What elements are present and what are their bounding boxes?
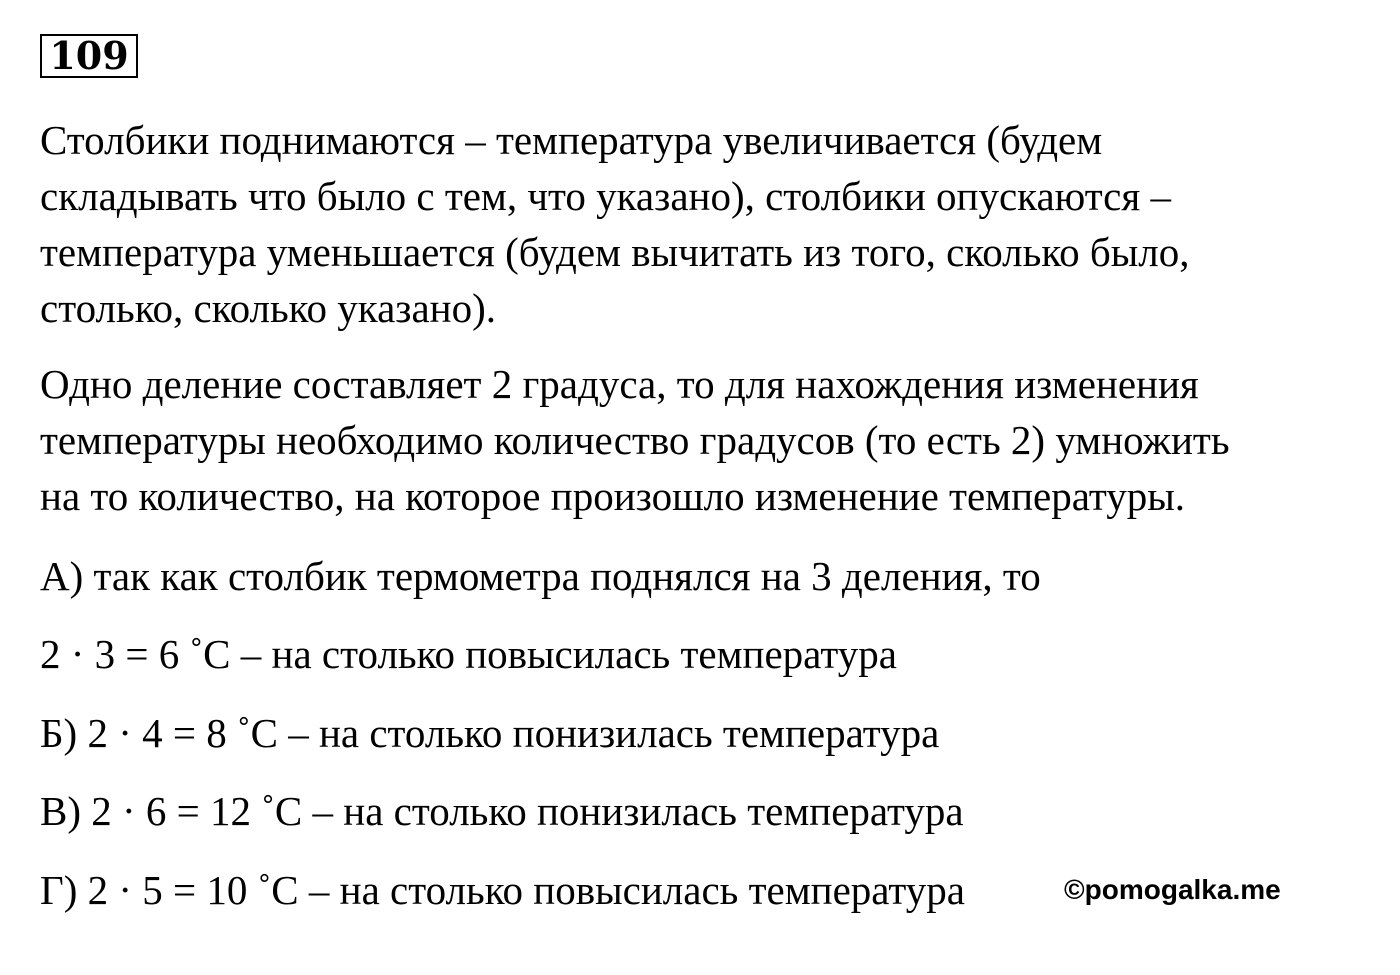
problem-number: 109 bbox=[49, 33, 129, 78]
answer-a-calculation: 2 · 3 = 6 ˚С – на столько повысилась температура bbox=[40, 631, 897, 677]
answer-v: В) 2 · 6 = 12 ˚С – на столько понизилась температура bbox=[40, 788, 964, 834]
explanation-paragraph-2 bbox=[40, 356, 1230, 524]
paragraph-line: Одно деление составляет 2 градуса, то для нахождения изменения bbox=[40, 361, 1199, 407]
paragraph-line: температура уменьшается (будем вычитать из того, сколько было, bbox=[40, 229, 1190, 275]
paragraph-line: столько, сколько указано). bbox=[40, 285, 497, 331]
paragraph-line: складывать что было с тем, что указано), столбики опускаются – bbox=[40, 173, 1171, 219]
explanation-paragraph-1 bbox=[40, 112, 1190, 336]
watermark: ©pomogalka.me bbox=[1064, 874, 1281, 905]
answer-a-intro: А) так как столбик термометра поднялся на 3 деления, то bbox=[40, 553, 1041, 599]
answer-b: Б) 2 · 4 = 8 ˚С – на столько понизилась температура bbox=[40, 710, 940, 756]
paragraph-line: на то количество, на которое произошло изменение температуры. bbox=[40, 473, 1186, 519]
answer-g: Г) 2 · 5 = 10 ˚С – на столько повысилась температура bbox=[40, 867, 966, 913]
paragraph-line: температуры необходимо количество градусов (то есть 2) умножить bbox=[40, 417, 1230, 463]
problem-number-box bbox=[40, 34, 138, 78]
paragraph-line: Столбики поднимаются – температура увеличивается (будем bbox=[40, 117, 1103, 163]
